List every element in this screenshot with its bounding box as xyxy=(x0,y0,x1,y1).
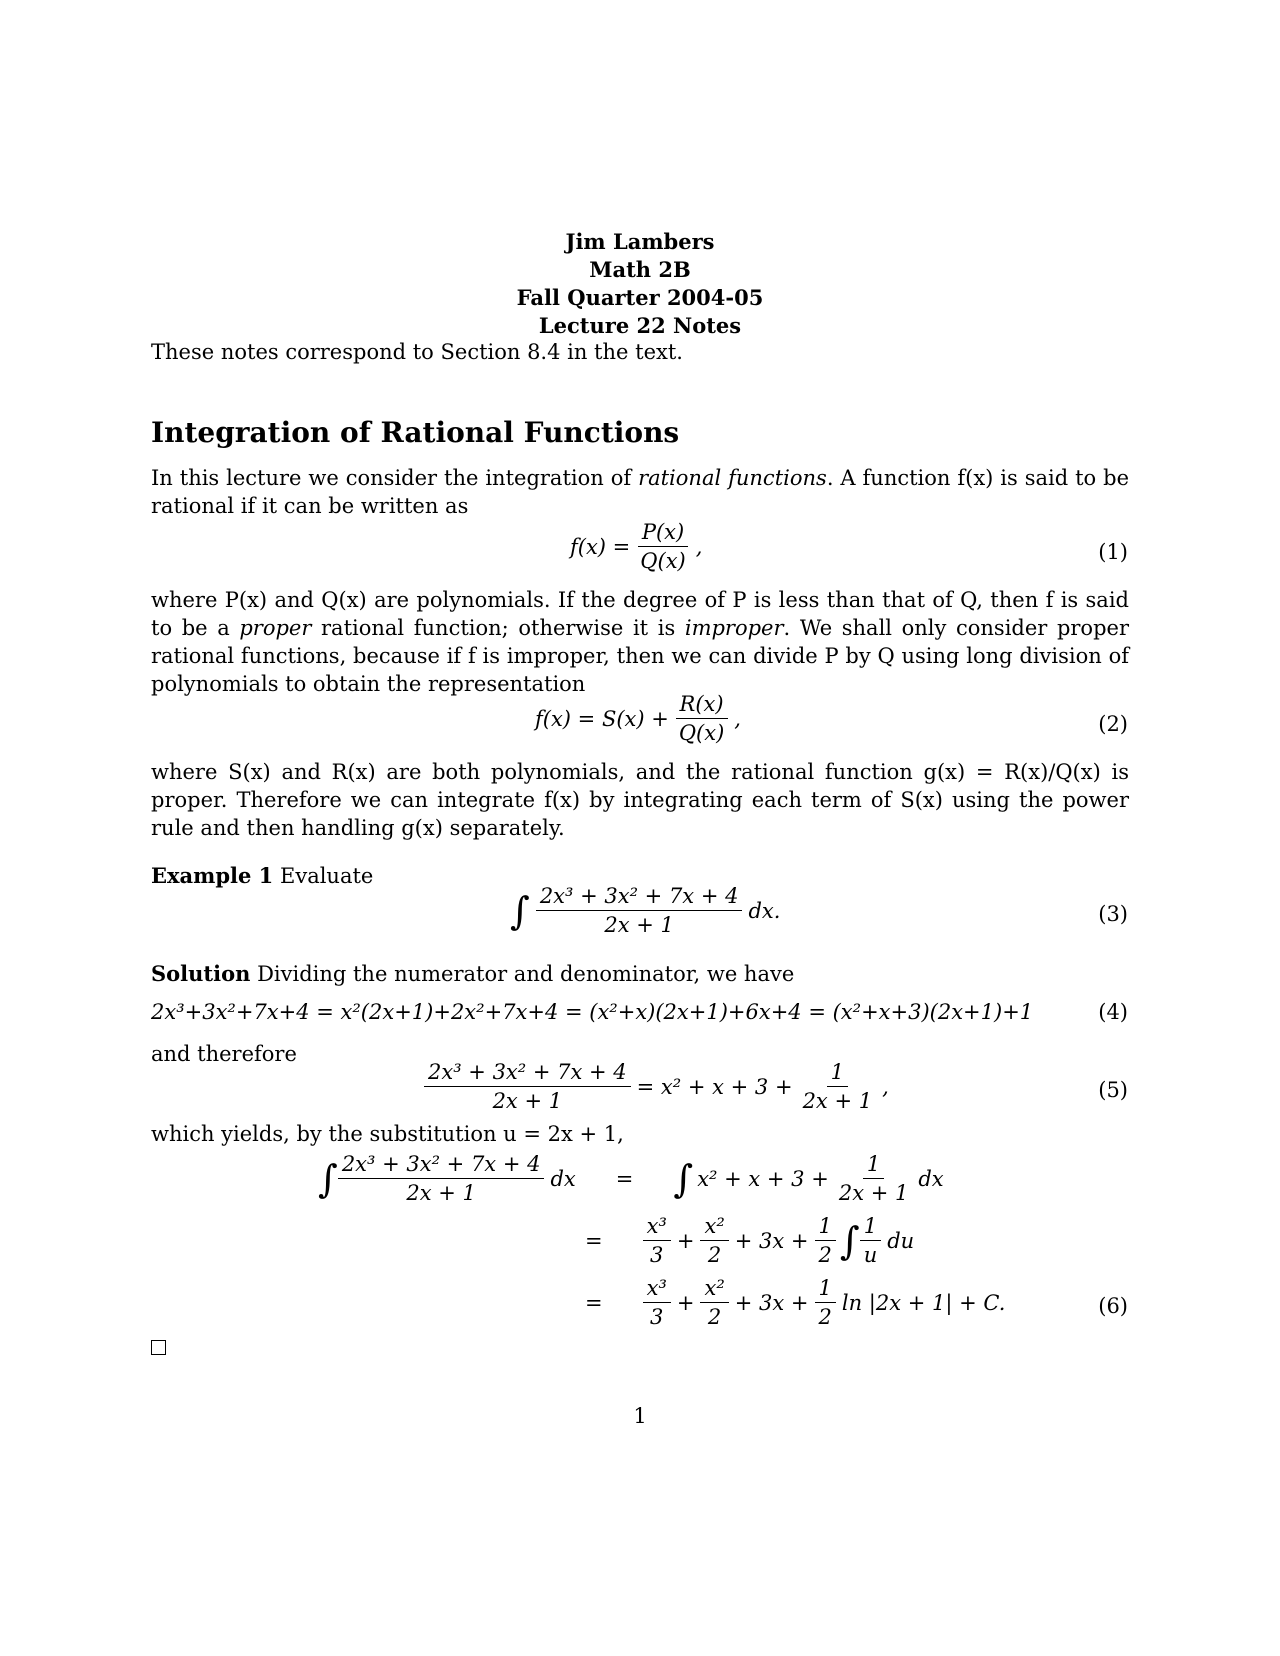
equation-number-1: (1) xyxy=(1098,540,1128,564)
author: Jim Lambers xyxy=(565,229,715,254)
course: Math 2B xyxy=(589,257,691,282)
integral-sign: ∫ xyxy=(673,1156,694,1201)
equation-number-5: (5) xyxy=(1098,1078,1128,1102)
paragraph-2: where P(x) and Q(x) are polynomials. If the degree of P is less than that of Q, then f is said to be a proper rational function; otherwise it is improper. We shall only consider proper rational functions, because if f is improper, then we can divide P by Q using long division of polynomials to obtain the representation xyxy=(151,588,1129,696)
equation-number-4: (4) xyxy=(1098,1000,1128,1024)
lecture-title: Lecture 22 Notes xyxy=(538,313,742,338)
equation-1: f(x) = $\frac{P(x)}{Q(x)}$ , xyxy=(570,520,703,573)
equation-2: f(x) = S(x) + $\frac{R(x)}{Q(x)}$ , xyxy=(535,692,741,745)
page-number: 1 xyxy=(633,1404,647,1428)
title-block xyxy=(0,228,1280,340)
solution-intro: Solution Dividing the numerator and denominator, we have xyxy=(151,961,795,986)
equation-6-row-2: = $\frac{\text{x³}}{3}$ + $\frac{\text{x²}}{2}$ + 3x + $\frac{1}{2}$ ∫ $\frac{1}{u}$ du xyxy=(585,1214,915,1267)
integral-sign: ∫ xyxy=(510,888,530,933)
equation-number-3: (3) xyxy=(1098,902,1128,926)
substitution-text: which yields, by the substitution u = 2x + 1, xyxy=(151,1122,624,1146)
paragraph-3: where S(x) and R(x) are both polynomials, and the rational function g(x) = R(x)/Q(x) is proper. Therefore we can integrate f(x) by integrating each term of S(x) using the power rule and then handling g(x) separately. xyxy=(151,760,1129,840)
equation-number-6: (6) xyxy=(1098,1294,1128,1318)
example-1: Example 1 Evaluate xyxy=(151,863,374,888)
equation-5: $\frac{\text{2x³ + 3x² + 7x + 4}}{2x + 1}$ = x² + x + 3 + $\frac{1}{2x + 1}$ , xyxy=(424,1060,889,1113)
section-heading: Integration of Rational Functions xyxy=(151,416,680,449)
term: Fall Quarter 2004-05 xyxy=(516,285,764,310)
paragraph-1: In this lecture we consider the integration of rational functions. A function f(x) is said to be rational if it can be written as xyxy=(151,466,1129,518)
equation-6-row-1: ∫ $\frac{\text{2x³ + 3x² + 7x + 4}}{2x + 1}$ dx = ∫ x² + x + 3 + $\frac{1}{2x + 1}$ dx xyxy=(318,1152,944,1205)
equation-6-row-3: = $\frac{\text{x³}}{3}$ + $\frac{\text{x²}}{2}$ + 3x + $\frac{1}{2}$ ln |2x + 1| + C. xyxy=(585,1276,1006,1329)
equation-number-2: (2) xyxy=(1098,712,1128,736)
qed-box xyxy=(151,1340,166,1355)
integral-sign: ∫ xyxy=(318,1156,338,1201)
intro-text: These notes correspond to Section 8.4 in the text. xyxy=(151,340,683,364)
equation-3: ∫ $\frac{\text{2x³ + 3x² + 7x + 4}}{2x + 1}$ dx. xyxy=(510,884,781,937)
integral-sign: ∫ xyxy=(839,1218,860,1263)
therefore-text: and therefore xyxy=(151,1042,297,1066)
equation-4: 2x³+3x²+7x+4 = x²(2x+1)+2x²+7x+4 = (x²+x)(2x+1)+6x+4 = (x²+x+3)(2x+1)+1 xyxy=(151,1000,1034,1024)
